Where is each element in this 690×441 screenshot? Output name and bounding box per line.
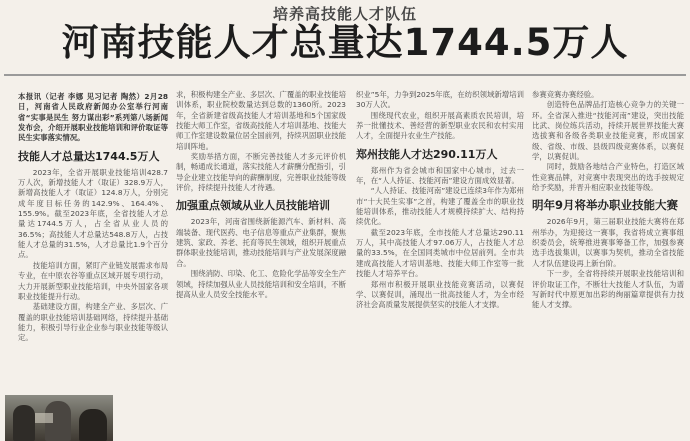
photo-highlight bbox=[35, 413, 53, 423]
body-paragraph: 郑州作为省会城市和国家中心城市，过去一年，在“人人持证、技能河南”建设方面成效显著。 bbox=[356, 165, 524, 186]
body-paragraph: 2023年，全省开展职业技能培训428.7万人次，新增技能人才（取证）328.9万人，新增高技能人才（取证）124.8万人，分别完成年度目标任务的142.9%、164.4%、155.9%。截至2023年底，全省技能人才总量达1744.5万人，占全省从业人员的36.5%；高技能人才总量达548.8万人，占技能人才总量的31.5%，人才总量比1.9个百分点。 bbox=[18, 167, 168, 260]
article-column-4 bbox=[532, 90, 684, 441]
photo-figure bbox=[13, 405, 35, 441]
body-paragraph: 郑州市积极开展职业技能竞赛活动，以赛促学、以赛促训，涌现出一批高技能人才，为全市经济社会高质量发展提供坚实的技能人才支撑。 bbox=[356, 279, 524, 310]
subhead-key-sectors: 加强重点领域从业人员技能培训 bbox=[176, 199, 330, 213]
headline: 河南技能人才总量达1744.5万人 bbox=[61, 21, 629, 64]
subhead-competition: 明年9月将举办职业技能大赛 bbox=[532, 198, 679, 213]
photo-figure bbox=[79, 409, 107, 441]
subhead-talent-total: 技能人才总量达1744.5万人 bbox=[18, 149, 160, 163]
lead-paragraph: 本报讯（记者 李娜 见习记者 陶然）2月28日，河南省人民政府新闻办公室举行河南省“实事是民生 努力谋出彩”系列第八场新闻发布会，介绍开展职业技能培训和评价取证等民生实事落实情况。 bbox=[18, 92, 168, 143]
body-paragraph: 2023年，河南省围绕新能源汽车、新材料、高端装备、现代医药、电子信息等重点产业集群，聚焦建筑、家政、养老、托育等民生领域，组织开展重点群体职业技能培训，推动技能培训与产业发展深度融合。 bbox=[176, 217, 346, 268]
header-divider bbox=[4, 74, 686, 76]
body-paragraph: 围绕现代农业，组织开展高素质农民培训，培养一批懂技术、善经营的新型职业农民和农村实用人才，全面提升农业生产技能。 bbox=[356, 110, 524, 141]
body-paragraph: 2026年9月，第三届职业技能大赛将在郑州举办，为迎接这一赛事，我省将成立赛事组织委员会，统筹推进赛事筹备工作，加强参赛选手选拔集训，以赛事为契机，推动全省技能人才队伍建设再上新台阶。 bbox=[532, 217, 684, 268]
article-column-1 bbox=[18, 92, 168, 441]
article-column-2 bbox=[176, 90, 346, 441]
body-paragraph: 求，积极构建全产业、多层次、广覆盖的职业技能培训体系，职业院校数量达到总数的1360所。2023年，全省新建省级高技能人才培训基地和5个国家级技能大师工作室，省级高技能人才培训基地、技能大师工作室建设数量位居全国前列，持续巩固职业技能培训阵地。 bbox=[176, 90, 346, 151]
subhead-zhengzhou: 郑州技能人才达290.11万人 bbox=[356, 147, 498, 161]
body-paragraph: 技能培训方面，紧盯产业链发展需求布局专业，在中原农谷等重点区域开展专项行动，大力开展新型职业技能培训，中央外国家各项职业技能提升行动。 bbox=[18, 260, 168, 301]
body-paragraph: 基础建设方面，构建全产业、多层次、广覆盖的职业技能培训基础网络，持续提升基础能力，积极引导行业企业参与职业技能等级认定。 bbox=[18, 302, 168, 343]
body-paragraph: 织业”5年，力争到2025年底，在纺织领域新增培训30万人次。 bbox=[356, 90, 524, 110]
body-paragraph: 创造特色品牌品打造核心竞争力的关键一环。全省深入推进“技能河南”建设，突出技能比武、岗位练兵活动，持续开展世界技能大赛选拔赛和各级各类职业技能竞赛，形成国家级、省级、市级、县级四级竞赛体系，以赛促学，以赛促训。 bbox=[532, 100, 684, 162]
kicker-subtitle: 培养高技能人才队伍 bbox=[272, 5, 417, 23]
body-paragraph: 截至2023年底，全市技能人才总量达290.11万人，其中高技能人才97.06万人，占技能人才总量的33.5%，在全国同类城市中位居前列。全市共建成高技能人才培训基地、技能大师工作室等一批技能人才培养平台。 bbox=[356, 227, 524, 279]
body-paragraph: 参赛竞赛办赛经验。 bbox=[532, 90, 599, 99]
body-paragraph: 围绕消防、印染、化工、危险化学品等安全生产领域，持续加强从业人员技能培训和安全培训，不断提高从业人员安全技能水平。 bbox=[176, 269, 346, 299]
body-paragraph: 同时，鼓励各地结合产业特色，打造区域性竞赛品牌，对竞赛中表现突出的选手按规定给予奖励，并晋升相应职业技能等级。 bbox=[532, 162, 684, 193]
body-paragraph: 下一步，全省将持续开展职业技能培训和评价取证工作，不断壮大技能人才队伍，为谱写新时代中原更加出彩的绚丽篇章提供有力技能人才支撑。 bbox=[532, 269, 684, 310]
article-column-3 bbox=[356, 90, 524, 441]
body-paragraph: “人人持证、技能河南”建设已连续3年作为郑州市“十大民生实事”之首，构建了覆盖全市的职业技能培训体系，推动技能人才规模持续扩大、结构持续优化。 bbox=[356, 186, 524, 227]
news-photo bbox=[5, 395, 113, 441]
body-paragraph: 奖励举措方面，不断完善技能人才多元评价机制，畅通成长通道，落实技能人才薪酬分配指引，引导企业建立技能导向的薪酬制度，完善职业技能等级评价，持续提升技能人才待遇。 bbox=[176, 152, 346, 193]
